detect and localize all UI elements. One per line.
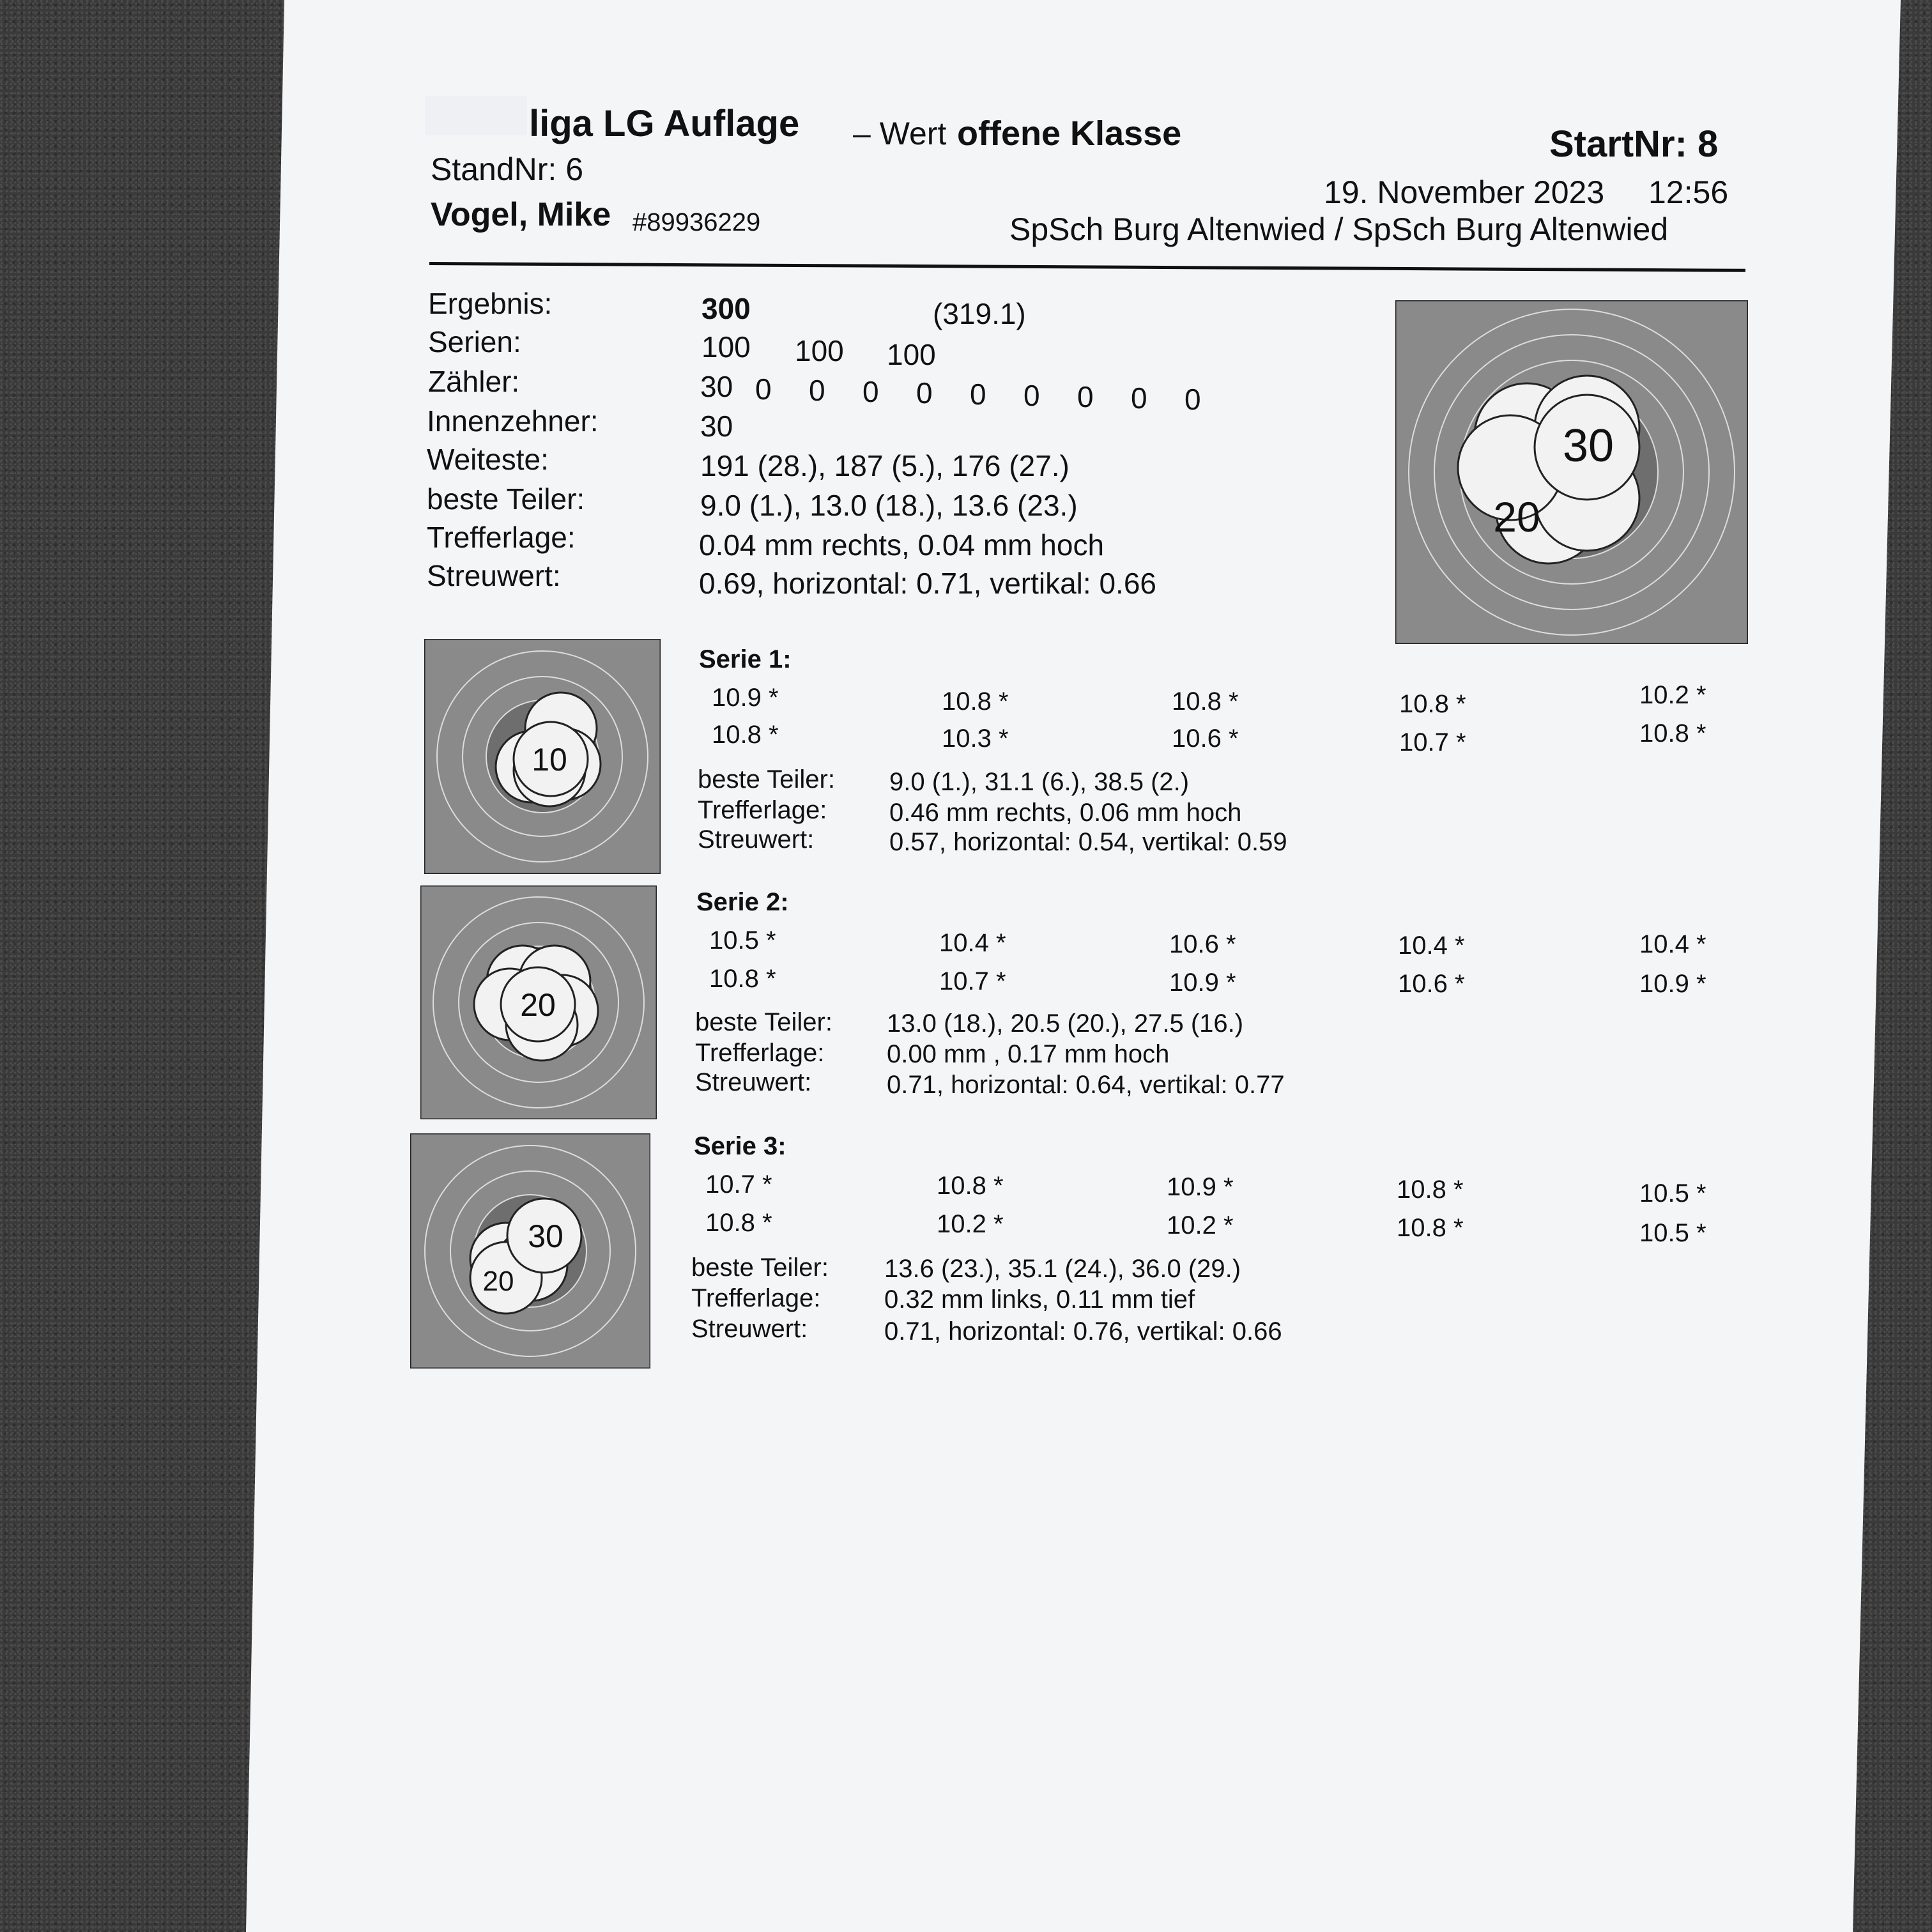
stand-number: StandNr: 6 bbox=[431, 151, 584, 187]
serie-2-target-label: 20 bbox=[520, 987, 556, 1023]
zaehler-label: Zähler: bbox=[428, 365, 520, 398]
serie-2-shot: 10.4 * bbox=[939, 929, 1006, 957]
serie-3-shot: 10.8 * bbox=[937, 1172, 1004, 1200]
serie-1-trefferlage: 0.46 mm rechts, 0.06 mm hoch bbox=[889, 799, 1242, 827]
zaehler-value: 0 bbox=[1131, 381, 1147, 415]
serie-2-shot: 10.9 * bbox=[1639, 970, 1706, 998]
zaehler-value: 0 bbox=[1077, 380, 1094, 413]
serie-2-shot: 10.5 * bbox=[709, 926, 776, 954]
serie-2-shot: 10.4 * bbox=[1639, 930, 1706, 958]
serie-1-shot: 10.9 * bbox=[712, 684, 779, 712]
serie-3-target-image bbox=[410, 1133, 650, 1368]
zaehler-value: 0 bbox=[970, 378, 986, 411]
zaehler-value: 0 bbox=[862, 375, 879, 408]
header-divider bbox=[429, 262, 1745, 272]
serie-3-streuwert: 0.71, horizontal: 0.76, vertikal: 0.66 bbox=[884, 1317, 1282, 1346]
serie-1-shot: 10.8 * bbox=[1399, 690, 1466, 718]
time: 12:56 bbox=[1648, 174, 1729, 210]
serie-total-2: 100 bbox=[795, 334, 844, 367]
serie-1-shot: 10.8 * bbox=[1172, 687, 1239, 716]
serie-3-shot: 10.8 * bbox=[705, 1209, 772, 1237]
summary-target-image bbox=[1395, 300, 1748, 644]
serie-3-shot: 10.8 * bbox=[1397, 1176, 1464, 1204]
class-prefix: – Wert bbox=[853, 116, 947, 151]
serie-2-teiler-label: beste Teiler: bbox=[695, 1008, 832, 1036]
serie-3-title: Serie 3: bbox=[694, 1132, 786, 1160]
innenzehner-value: 30 bbox=[700, 410, 733, 443]
zaehler-value: 0 bbox=[916, 376, 933, 410]
serie-1-trefferlage-label: Trefferlage: bbox=[698, 796, 827, 824]
serie-1-title: Serie 1: bbox=[699, 645, 792, 673]
serie-1-shot: 10.6 * bbox=[1172, 724, 1239, 753]
zaehler-value: 0 bbox=[1023, 379, 1040, 412]
serie-3-streuwert-label: Streuwert: bbox=[691, 1315, 808, 1343]
serie-2-shot: 10.6 * bbox=[1398, 970, 1465, 998]
club: SpSch Burg Altenwied / SpSch Burg Altenwied bbox=[1009, 211, 1669, 247]
serie-3-shot: 10.5 * bbox=[1639, 1179, 1706, 1208]
weiteste-value: 191 (28.), 187 (5.), 176 (27.) bbox=[700, 449, 1070, 482]
serie-3-shot: 10.2 * bbox=[937, 1210, 1004, 1238]
streuwert-label: Streuwert: bbox=[427, 559, 561, 592]
serie-2-shot: 10.7 * bbox=[939, 967, 1006, 995]
serie-3-shot: 10.2 * bbox=[1167, 1211, 1234, 1239]
ergebnis-decimal: (319.1) bbox=[933, 297, 1026, 330]
shooter-name: Vogel, Mike bbox=[431, 196, 611, 233]
serie-1-teiler-label: beste Teiler: bbox=[698, 765, 835, 793]
serie-2-teiler: 13.0 (18.), 20.5 (20.), 27.5 (16.) bbox=[887, 1009, 1244, 1038]
summary-target-underlabel: 20 bbox=[1493, 493, 1540, 540]
serie-1-streuwert-label: Streuwert: bbox=[698, 825, 815, 854]
serie-2-title: Serie 2: bbox=[696, 888, 789, 916]
start-number: StartNr: 8 bbox=[1549, 123, 1719, 165]
league-title: liga LG Auflage bbox=[529, 103, 800, 144]
serie-3-target-label: 30 bbox=[528, 1218, 564, 1254]
zaehler-value: 0 bbox=[809, 374, 825, 407]
serie-1-target-label: 10 bbox=[532, 742, 567, 778]
zaehler-value: 0 bbox=[1184, 383, 1201, 416]
serie-2-trefferlage: 0.00 mm , 0.17 mm hoch bbox=[887, 1040, 1170, 1068]
serie-3-teiler-label: beste Teiler: bbox=[691, 1254, 829, 1282]
trefferlage-label: Trefferlage: bbox=[427, 521, 576, 554]
serie-2-trefferlage-label: Trefferlage: bbox=[695, 1039, 825, 1067]
teiler-label: beste Teiler: bbox=[427, 482, 585, 516]
serie-3-shot: 10.9 * bbox=[1167, 1173, 1234, 1201]
serie-3-shot: 10.7 * bbox=[705, 1170, 772, 1199]
serie-3-trefferlage: 0.32 mm links, 0.11 mm tief bbox=[884, 1285, 1195, 1314]
innenzehner-label: Innenzehner: bbox=[427, 404, 599, 438]
serie-2-shot: 10.6 * bbox=[1169, 930, 1236, 958]
serie-3-teiler: 13.6 (23.), 35.1 (24.), 36.0 (29.) bbox=[884, 1255, 1241, 1283]
class-name: offene Klasse bbox=[957, 114, 1182, 153]
serie-1-shot: 10.3 * bbox=[942, 724, 1009, 753]
serie-1-shot: 10.8 * bbox=[712, 721, 779, 749]
serie-3-shot: 10.5 * bbox=[1639, 1219, 1706, 1247]
ergebnis-label: Ergebnis: bbox=[428, 287, 553, 320]
serie-2-shot: 10.9 * bbox=[1169, 969, 1236, 997]
serien-label: Serien: bbox=[428, 325, 521, 358]
serie-1-shot: 10.7 * bbox=[1399, 728, 1466, 756]
serie-2-streuwert-label: Streuwert: bbox=[695, 1068, 812, 1096]
zaehler-value: 0 bbox=[755, 372, 772, 406]
serie-total-3: 100 bbox=[887, 338, 936, 371]
teiler-value: 9.0 (1.), 13.0 (18.), 13.6 (23.) bbox=[700, 489, 1078, 522]
redacted-area bbox=[425, 96, 527, 135]
serie-3-trefferlage-label: Trefferlage: bbox=[691, 1284, 821, 1312]
serie-total-1: 100 bbox=[702, 330, 751, 364]
serie-1-streuwert: 0.57, horizontal: 0.54, vertikal: 0.59 bbox=[889, 828, 1287, 856]
shooter-id: #89936229 bbox=[632, 208, 761, 236]
serie-1-shot: 10.8 * bbox=[1639, 719, 1706, 747]
serie-1-target-image bbox=[424, 639, 661, 874]
serie-1-shot: 10.8 * bbox=[942, 687, 1009, 716]
weiteste-label: Weiteste: bbox=[427, 443, 549, 476]
serie-2-shot: 10.4 * bbox=[1398, 931, 1465, 960]
date: 19. November 2023 bbox=[1324, 174, 1605, 210]
serie-3-target-underlabel: 20 bbox=[482, 1266, 514, 1297]
serie-2-target-image bbox=[420, 885, 657, 1119]
streuwert-value: 0.69, horizontal: 0.71, vertikal: 0.66 bbox=[699, 567, 1156, 600]
serie-3-shot: 10.8 * bbox=[1397, 1214, 1464, 1242]
serie-1-teiler: 9.0 (1.), 31.1 (6.), 38.5 (2.) bbox=[889, 768, 1190, 796]
serie-1-shot: 10.2 * bbox=[1639, 681, 1706, 709]
zaehler-value: 30 bbox=[700, 370, 733, 403]
serie-2-shot: 10.8 * bbox=[709, 965, 776, 993]
ergebnis-value: 300 bbox=[702, 292, 751, 325]
trefferlage-value: 0.04 mm rechts, 0.04 mm hoch bbox=[699, 528, 1105, 562]
serie-2-streuwert: 0.71, horizontal: 0.64, vertikal: 0.77 bbox=[887, 1071, 1285, 1099]
summary-target-label: 30 bbox=[1562, 420, 1614, 471]
